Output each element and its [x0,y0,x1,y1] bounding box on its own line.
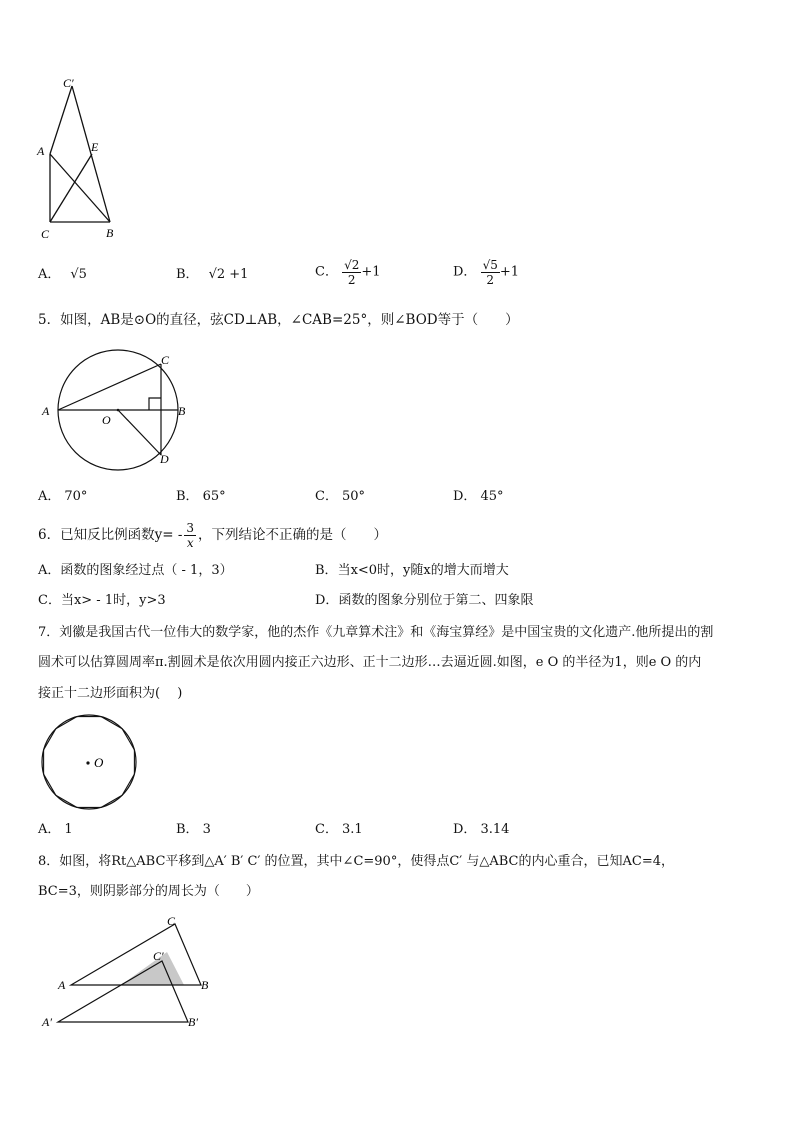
option-letter: B． [176,822,199,837]
option-letter: C． [38,593,61,608]
option-letter: A． [38,563,61,578]
label-a-prime: A′ [42,1015,52,1029]
option-letter: D． [453,489,477,504]
q8-text-line-2: BC=3，则阴影部分的周长为（ ） [38,884,259,899]
option-letter: B． [176,267,199,282]
q5-figure [36,347,196,472]
label-b: B [201,978,209,992]
q4-option-b[interactable] [176,265,248,285]
option-value: 函数的图象分别位于第二、四象限 [338,593,534,608]
option-value: 当x<0时，y随x的增大而增大 [337,563,509,578]
q6-option-a[interactable] [38,561,233,581]
q7-text-line-2: 圆术可以估算圆周率π.割圆术是依次用圆内接正六边形、正十二边形…去逼近圆.如图，e O 的半径为1，则e O 的内 [38,655,702,670]
option-fraction: $\frac{√5}{2}$ [482,258,498,287]
option-letter: A． [38,822,61,837]
option-value: √2 +1 [208,267,249,282]
option-letter: C． [315,264,338,280]
q5-option-a[interactable] [38,487,87,507]
q6-text-before: 6．已知反比例函数y= - [38,527,183,543]
option-value: 1 [64,822,73,837]
q5-option-c[interactable] [315,487,365,507]
q7-option-a[interactable] [38,820,73,840]
option-value: 45° [480,489,504,504]
q7-figure [36,712,146,812]
q5-option-d[interactable] [453,487,503,507]
line-od [118,410,161,455]
right-angle-mark [149,398,161,410]
option-letter: D． [453,264,477,280]
q7-option-c[interactable] [315,820,363,840]
option-letter: B． [176,489,199,504]
option-letter: A． [38,267,61,282]
option-tail: +1 [361,264,381,280]
label-c-prime: C′ [153,949,164,963]
label-b-prime: B′ [188,1015,198,1029]
label-a: A [58,978,66,992]
q7-text-line-1: 7．刘徽是我国古代一位伟大的数学家，他的杰作《九章算术注》和《海宝算经》是中国宝贵的文化遗产.他所提出的割 [38,625,714,640]
option-value: 3.14 [480,822,510,837]
line-c-prime-a [50,86,72,154]
option-letter: C． [315,489,338,504]
q6-text-after: ，下列结论不正确的是（ ） [198,527,388,543]
q6-fraction: $\frac{3}{x}$ [186,520,195,550]
q6-option-d[interactable] [315,591,533,611]
label-d: D [160,452,169,466]
option-letter: A． [38,489,61,504]
q4-option-c[interactable] [315,258,381,287]
option-letter: D． [453,822,477,837]
q5-option-b[interactable] [176,487,226,507]
q5-question-text: 5．如图，AB是⊙O的直径，弦CD⊥AB，∠CAB=25°，则∠BOD等于（ ） [38,312,519,328]
q4-option-d[interactable] [453,258,519,287]
option-value: 65° [202,489,226,504]
option-tail: +1 [499,264,520,280]
label-o: O [94,755,104,770]
option-value: 函数的图象经过点（ - 1，3） [60,563,233,578]
line-c-e [50,154,92,222]
q8-text-line-1: 8．如图，将Rt△ABC平移到△A′ B′ C′ 的位置，其中∠C=90°，使得点C′ 与△ABC的内心重合，已知AC=4， [38,854,674,869]
option-letter: C． [315,822,338,837]
label-c: C [41,227,50,241]
option-letter: D． [315,593,339,608]
option-value: 70° [64,489,88,504]
q4-option-a[interactable] [38,265,87,285]
label-c-prime: C′ [63,76,74,90]
label-e: E [91,140,99,154]
line-c-prime-b [72,86,110,222]
label-c: C [161,353,170,367]
option-value: 50° [341,489,365,504]
q6-question-text [38,516,387,554]
label-b: B [178,404,186,418]
option-fraction: $\frac{√2}{2}$ [344,258,360,287]
option-value: √5 [70,267,87,282]
option-value: 3.1 [341,822,363,837]
option-letter: B． [315,563,338,578]
q8-figure [36,912,216,1037]
label-o: O [102,413,111,427]
label-b: B [106,226,114,240]
q4-figure [30,72,130,247]
label-a: A [37,144,45,158]
option-value: 3 [202,822,211,837]
q6-option-c[interactable] [38,591,166,611]
q7-text-line-3: 接正十二边形面积为( ) [38,686,183,701]
q6-option-b[interactable] [315,561,509,581]
option-value: 当x> - 1时，y>3 [60,593,166,608]
chord-ac [58,364,161,410]
label-c: C [167,914,176,928]
label-a: A [42,404,50,418]
q7-option-d[interactable] [453,820,509,840]
q7-option-b[interactable] [176,820,211,840]
